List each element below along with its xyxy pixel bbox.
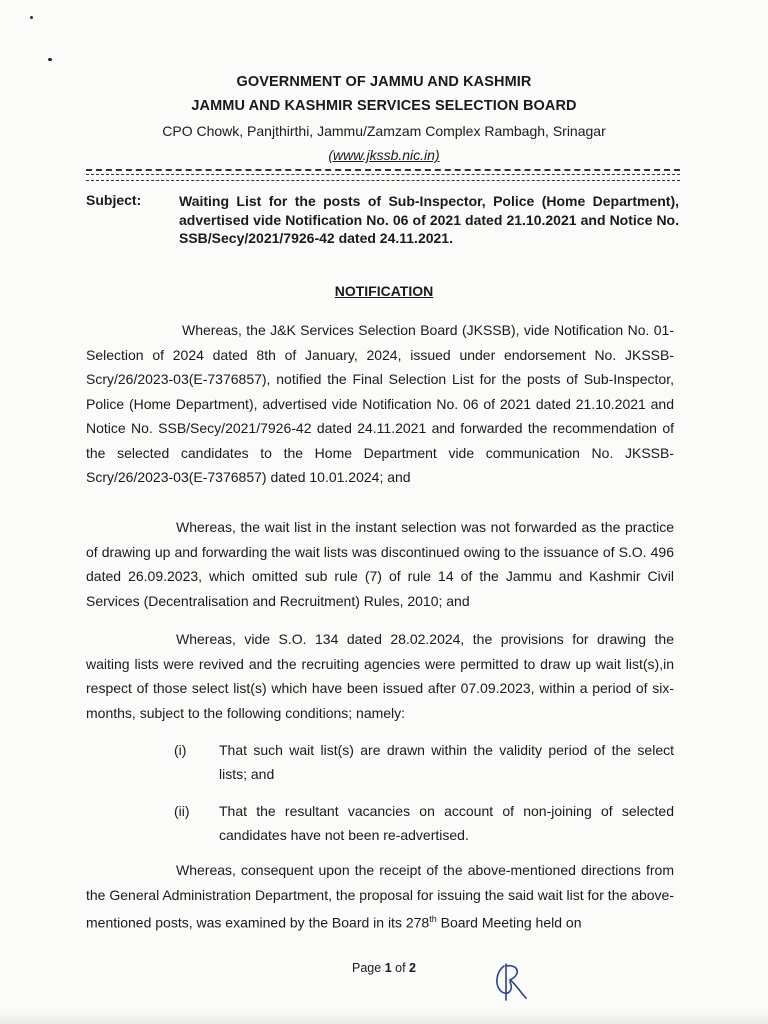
paragraph-4: Whereas, consequent upon the receipt of the above-mentioned directions from the General Administration Department, the proposal for issuing the said wait list for the above-mentioned posts, was examined by the Board in its 278th Board Meeting held on — [86, 862, 674, 931]
scan-speck — [48, 58, 52, 61]
initials-signature-icon — [490, 960, 530, 1002]
condition-number: (i) — [174, 742, 187, 758]
header-divider — [86, 180, 680, 181]
board-website — [0, 147, 768, 163]
government-heading: GOVERNMENT OF JAMMU AND KASHMIR — [236, 74, 532, 90]
board-address: CPO Chowk, Panjthirthi, Jammu/Zamzam Complex Rambagh, Srinagar — [162, 123, 606, 139]
condition-number: (ii) — [174, 803, 190, 819]
subject-text: Waiting List for the posts of Sub-Inspector, Police (Home Department), advertised vide Notification No. 06 of 2021 dated 21.10.2021 and Notice No. SSB/Secy/2021/7926-42 dated 24.11.2021. — [179, 193, 679, 246]
paragraph-3: Whereas, vide S.O. 134 dated 28.02.2024, the provisions for drawing the waiting lists were revived and the recruiting agencies were permitted to draw up wait list(s),in respect of those select list(s) which have been issued after 07.09.2023, within a period of six-months, subject to the following conditions; namely: — [86, 631, 674, 721]
scan-speck — [30, 16, 33, 19]
header-divider — [86, 174, 680, 175]
scan-bottom-edge — [0, 1008, 768, 1024]
board-heading: JAMMU AND KASHMIR SERVICES SELECTION BOARD — [191, 98, 577, 114]
condition-text: That the resultant vacancies on account of non-joining of selected candidates have not been re-advertised. — [219, 803, 674, 843]
paragraph-2: Whereas, the wait list in the instant selection was not forwarded as the practice of drawing up and forwarding the wait lists was discontinued owing to the issuance of S.O. 496 dated 26.09.2023, which omitted sub rule (7) of rule 14 of the Jammu and Kashmir Civil Services (Decentralisation and Recruitment) Rules, 2010; and — [86, 519, 674, 609]
notification-heading: NOTIFICATION — [334, 283, 434, 299]
header-divider — [86, 169, 680, 171]
condition-text: That such wait list(s) are drawn within the validity period of the select lists; and — [219, 742, 674, 782]
website-link[interactable]: (www.jkssb.nic.in) — [328, 147, 440, 163]
page-number: Page 1 of 2 — [352, 961, 416, 975]
subject-label: Subject: — [86, 192, 142, 208]
paragraph-1: Whereas, the J&K Services Selection Board (JKSSB), vide Notification No. 01-Selection of 2024 dated 8th of January, 2024, issued under endorsement No. JKSSB-Scry/26/2023-03(E-7376857), notified the Final Selection List for the posts of Sub-Inspector, Police (Home Department), advertised vide Notification No. 06 of 2021 dated 21.10.2021 and Notice No. SSB/Secy/2021/7926-42 dated 24.11.2021 and forwarded the recommendation of the selected candidates to the Home Department vide communication No. JKSSB-Scry/26/2023-03(E-7376857) dated 10.01.2024; and — [86, 322, 674, 485]
